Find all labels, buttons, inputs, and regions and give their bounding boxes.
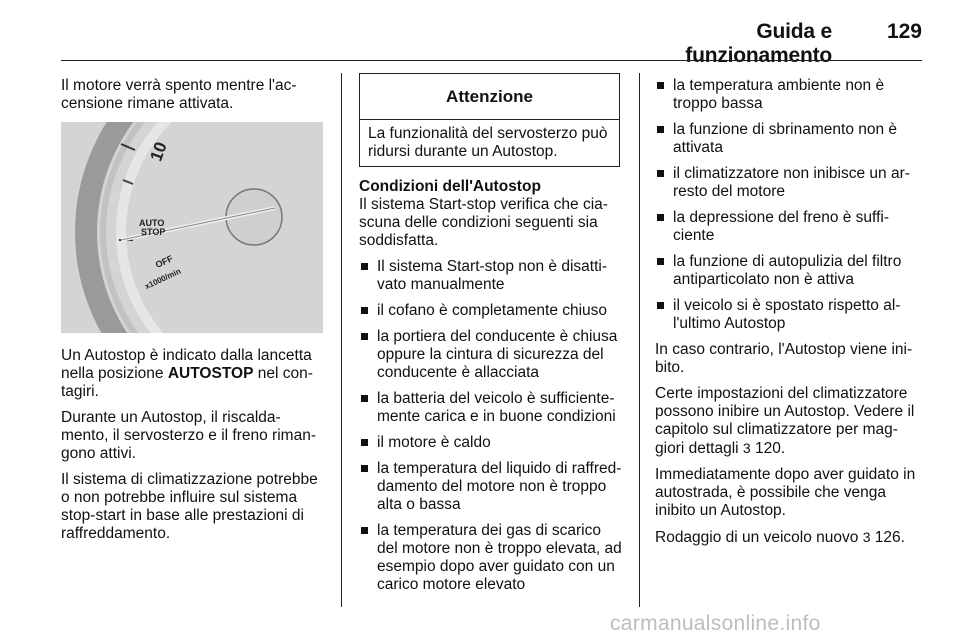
column-divider-2 [639, 73, 640, 607]
list-item: il motore è caldo [359, 434, 622, 452]
inhibited-paragraph: In caso contrario, l'Autostop viene ini-bito. [655, 341, 913, 376]
tachometer-illustration [61, 122, 323, 333]
list-item: la temperatura dei gas di scarico del motore non è troppo elevata, ad esempio dopo aver guidato con un carico motore elevato [359, 522, 622, 594]
gauge-stop-label: STOP [141, 227, 166, 237]
page-reference[interactable]: 126 [874, 529, 901, 546]
column-1-lower [61, 347, 323, 551]
para-text: nel con-tagiri. [61, 365, 313, 400]
list-item: la batteria del veicolo è sufficiente-mente carica e in buone condizioni [359, 390, 622, 426]
para-text: Certe impostazioni del climatizzatore possono inibire un Autostop. Vedere il capitolo sul climatizzatore per mag-giori dettagli [655, 385, 915, 457]
intro-paragraph: Il motore verrà spento mentre l'ac-censione rimane attivata. [61, 77, 297, 112]
column-2 [359, 178, 622, 602]
column-3 [655, 77, 922, 555]
gauge-off-label: OFF [153, 253, 175, 270]
gauge-auto-label: AUTO [139, 218, 165, 228]
gauge-number: 10 [146, 139, 171, 164]
list-item: la temperatura ambiente non è troppo bassa [655, 77, 922, 113]
notice-heading: Attenzione [360, 74, 619, 120]
page-reference[interactable]: 120 [755, 440, 781, 457]
climate-settings-paragraph: Certe impostazioni del climatizzatore possono inibire un Autostop. Vedere il capitolo sul climatizzatore per mag-giori dettagli 3 120. [655, 385, 915, 457]
page-reference-arrow-icon: 3 [742, 440, 751, 456]
list-item: la funzione di autopulizia del filtro antiparticolato non è attiva [655, 253, 922, 289]
list-item: la funzione di sbrinamento non è attivata [655, 121, 922, 157]
list-item: la temperatura del liquido di raffred-damento del motore non è troppo alta o bassa [359, 460, 622, 514]
break-in-paragraph: Rodaggio di un veicolo nuovo 3 126. [655, 529, 905, 546]
page-number: 129 [886, 20, 922, 43]
header-divider [61, 60, 922, 61]
climate-paragraph: Il sistema di climatizzazione potrebbe o non potrebbe influire sul sistema stop-start in base alle prestazioni di raffreddamento. [61, 471, 318, 542]
list-item: il climatizzatore non inibisce un ar-resto del motore [655, 165, 922, 201]
list-item: la depressione del freno è suffi-ciente [655, 209, 922, 245]
notice-body: La funzionalità del servosterzo può ridursi durante un Autostop. [368, 125, 608, 160]
section-subheading: Condizioni dell'Autostop [359, 178, 541, 195]
list-item: il veicolo si è spostato rispetto al-l'ultimo Autostop [655, 297, 922, 333]
list-item: Il sistema Start-stop non è disatti-vato manualmente [359, 258, 622, 294]
autostop-active-systems-paragraph: Durante un Autostop, il riscalda-mento, il servosterzo e il freno riman-gono attivi. [61, 409, 316, 462]
autostop-indication-paragraph [61, 347, 323, 401]
page-reference-arrow-icon: 3 [862, 529, 871, 545]
column-1 [61, 77, 323, 121]
gauge-unit-label: x1000/min [143, 266, 183, 292]
site-watermark: carmanualsonline.info [610, 612, 821, 635]
conditions-intro: Il sistema Start-stop verifica che cia-scuna delle condizioni seguenti sia soddisfatta. [359, 196, 608, 249]
tachometer-photo [61, 122, 323, 333]
list-item: la portiera del conducente è chiusa oppure la cintura di sicurezza del conducente è allacciata [359, 328, 622, 382]
para-text: Un Autostop è indicato dalla lancetta nella posizione [61, 347, 312, 382]
para-text: Rodaggio di un veicolo nuovo [655, 529, 863, 546]
highway-paragraph: Immediatamente dopo aver guidato in autostrada, è possibile che venga inibito un Autostop. [655, 466, 916, 519]
list-item: il cofano è completamente chiuso [359, 302, 622, 320]
page-header-title: Guida e funzionamento [685, 20, 832, 67]
attention-notice [359, 73, 620, 167]
autostop-term: AUTOSTOP [167, 365, 254, 382]
column-divider-1 [341, 73, 342, 607]
